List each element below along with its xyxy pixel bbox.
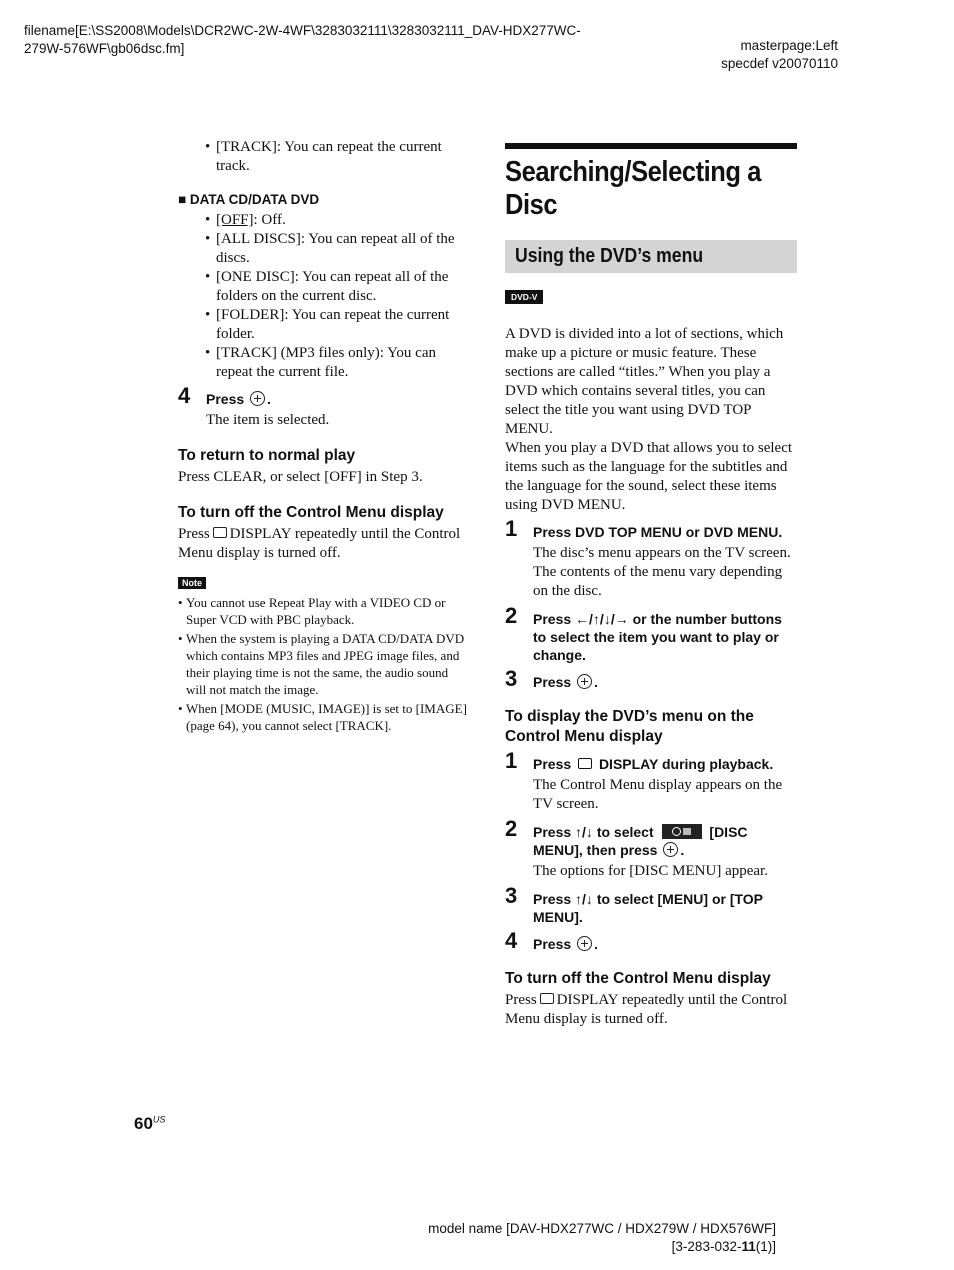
paragraph: When you play a DVD that allows you to select items such as the language for the subtitles and the language for the sound, select these items using DVD MENU. <box>505 440 793 513</box>
note-text: When [MODE (MUSIC, IMAGE)] is set to [IMAGE] (page 64), you cannot select [TRACK]. <box>186 701 467 733</box>
header-filename-line1: filename[E:\SS2008\Models\DCR2WC-2W-4WF\3283032111\3283032111_DAV-HDX277WC- <box>24 23 581 38</box>
step-title: Press . <box>533 936 598 952</box>
bullet-item: • [ALL DISCS]: You can repeat all of the discs. <box>205 231 455 266</box>
step-title: Press ←/↑/↓/→ or the number buttons to select the item you want to play or change. <box>533 611 782 663</box>
step <box>505 748 797 814</box>
footer-code-pre: [3-283-032- <box>671 1239 742 1254</box>
step <box>505 883 797 926</box>
display-button-icon <box>578 758 592 769</box>
step <box>505 928 797 953</box>
page-number <box>134 1114 165 1134</box>
disc-menu-icon <box>662 824 702 839</box>
bullet-item: • [ONE DISC]: You can repeat all of the folders on the current disc. <box>205 269 449 304</box>
step-number: 1 <box>505 748 518 773</box>
footer-code <box>500 1238 776 1256</box>
step <box>505 516 797 601</box>
footer-code-bold: 11 <box>741 1239 756 1254</box>
return-text: Press CLEAR, or select [OFF] in Step 3. <box>178 469 423 485</box>
step-title: Press DVD TOP MENU or DVD MENU. <box>533 524 783 540</box>
step-title-text: Press <box>533 936 572 952</box>
note-item: • When the system is playing a DATA CD/DATA DVD which contains MP3 files and JPEG image files, and their playing time is not the same, the audio sound will not match the image. <box>178 631 465 697</box>
step-title: Press ↑/↓ to select [DISC MENU], then press . <box>533 824 748 858</box>
enter-circle-plus-icon <box>250 391 265 406</box>
header-masterpage <box>700 37 838 73</box>
turnoff-heading: To turn off the Control Menu display <box>178 504 444 521</box>
page-number-text: 60 <box>134 1114 153 1133</box>
step-title-text: Press <box>533 674 572 690</box>
note-text: When the system is playing a DATA CD/DATA DVD which contains MP3 files and JPEG image files, and their playing time is not the same, the audio sound will not match the image. <box>186 631 465 697</box>
step <box>178 383 470 430</box>
notes-list <box>178 594 470 734</box>
enter-circle-plus-icon <box>663 842 678 857</box>
bullet-text: [FOLDER]: You can repeat the current folder. <box>216 307 450 342</box>
step-number: 2 <box>505 816 518 841</box>
header-specdef-text: specdef v20070110 <box>721 56 838 71</box>
enter-circle-plus-icon <box>577 936 592 951</box>
step-number: 4 <box>505 928 518 953</box>
section-heading <box>505 240 797 273</box>
step-desc: The options for [DISC MENU] appear. <box>533 863 768 879</box>
step-title <box>505 755 797 773</box>
header-filename <box>24 22 644 58</box>
turnoff-pre: Press <box>505 992 537 1008</box>
turnoff-text <box>178 525 470 563</box>
title-rule <box>505 143 797 149</box>
off-option: [OFF] <box>216 212 254 228</box>
return-heading: To return to normal play <box>178 447 356 464</box>
subsection-heading <box>178 190 470 209</box>
paragraph: A DVD is divided into a lot of sections, which make up a picture or music feature. These sections are called “titles.” When you play a DVD which contains several titles, you can select the title you want using DVD TOP MENU. <box>505 326 784 437</box>
step-desc: The Control Menu display appears on the TV screen. <box>533 777 783 812</box>
left-column <box>178 138 470 736</box>
footer-code-post: (1)] <box>755 1239 776 1254</box>
step <box>505 816 797 881</box>
step-desc: The item is selected. <box>206 412 330 428</box>
step-title: Press . <box>533 674 598 690</box>
dvd-v-badge: DVD-V <box>505 290 543 304</box>
display-menu-heading: To display the DVD’s menu on the Control Menu display <box>505 708 754 745</box>
step-number: 3 <box>505 666 518 691</box>
step-title-text: [DISC MENU], then press <box>533 824 748 858</box>
step-title: Press ↑/↓ to select [MENU] or [TOP MENU]. <box>533 891 763 925</box>
bullet-text: [TRACK] (MP3 files only): You can repeat the current file. <box>216 345 436 380</box>
display-button-icon <box>540 993 554 1004</box>
step-number: 3 <box>505 883 518 908</box>
square-bullet-icon: ■ <box>178 192 187 207</box>
step-title-text: Press ↑/↓ to select <box>533 824 654 840</box>
note-item: • You cannot use Repeat Play with a VIDEO CD or Super VCD with PBC playback. <box>178 595 446 627</box>
off-desc: : Off. <box>253 212 286 228</box>
display-button-icon <box>213 527 227 538</box>
note-text: You cannot use Repeat Play with a VIDEO CD or Super VCD with PBC playback. <box>186 595 446 627</box>
turnoff-post: DISPLAY repeatedly until the Control Menu display is turned off. <box>178 526 461 561</box>
bullet-item: • [TRACK]: You can repeat the current track. <box>205 139 442 174</box>
data-cd-heading: DATA CD/DATA DVD <box>189 192 320 207</box>
header-filename-line2: 279W-576WF\gb06dsc.fm] <box>24 41 185 56</box>
turnoff-heading: To turn off the Control Menu display <box>505 970 771 987</box>
right-column <box>505 143 797 1029</box>
step-desc: The disc’s menu appears on the TV screen. The contents of the menu vary depending on the disc. <box>533 545 791 599</box>
step-title-text: DISPLAY during playback. <box>598 756 774 772</box>
bullet-text: [ALL DISCS]: You can repeat all of the discs. <box>216 231 455 266</box>
page-suffix: US <box>152 1114 166 1125</box>
step <box>505 666 797 691</box>
step-number: 2 <box>505 603 518 628</box>
header-masterpage-text: masterpage:Left <box>740 38 838 53</box>
enter-circle-plus-icon <box>577 674 592 689</box>
bullet-text: [ONE DISC]: You can repeat all of the folders on the current disc. <box>216 269 449 304</box>
note-badge: Note <box>178 577 206 589</box>
bullet-item: • [FOLDER]: You can repeat the current folder. <box>205 307 450 342</box>
step-title-text: Press <box>206 391 245 407</box>
page-title: Searching/Selecting a Disc <box>505 156 761 221</box>
bullet-item: • [TRACK] (MP3 files only): You can repeat the current file. <box>205 345 436 380</box>
section-heading-text: Using the DVD’s menu <box>515 245 704 267</box>
bullet-text: [TRACK]: You can repeat the current track. <box>216 139 442 174</box>
turnoff-post: DISPLAY repeatedly until the Control Menu display is turned off. <box>505 992 788 1027</box>
turnoff-text <box>505 991 797 1029</box>
step-number: 1 <box>505 516 518 541</box>
footer-model-name: model name [DAV-HDX277WC / HDX279W / HDX576WF] <box>428 1221 776 1236</box>
step-number: 4 <box>178 383 191 408</box>
turnoff-pre: Press <box>178 526 210 542</box>
step-title-text: Press <box>533 756 572 772</box>
step <box>505 603 797 664</box>
step-title: Press . <box>206 391 271 407</box>
bullet-item: • [OFF]: Off. <box>205 212 286 228</box>
note-item: • When [MODE (MUSIC, IMAGE)] is set to [IMAGE] (page 64), you cannot select [TRACK]. <box>178 701 467 733</box>
